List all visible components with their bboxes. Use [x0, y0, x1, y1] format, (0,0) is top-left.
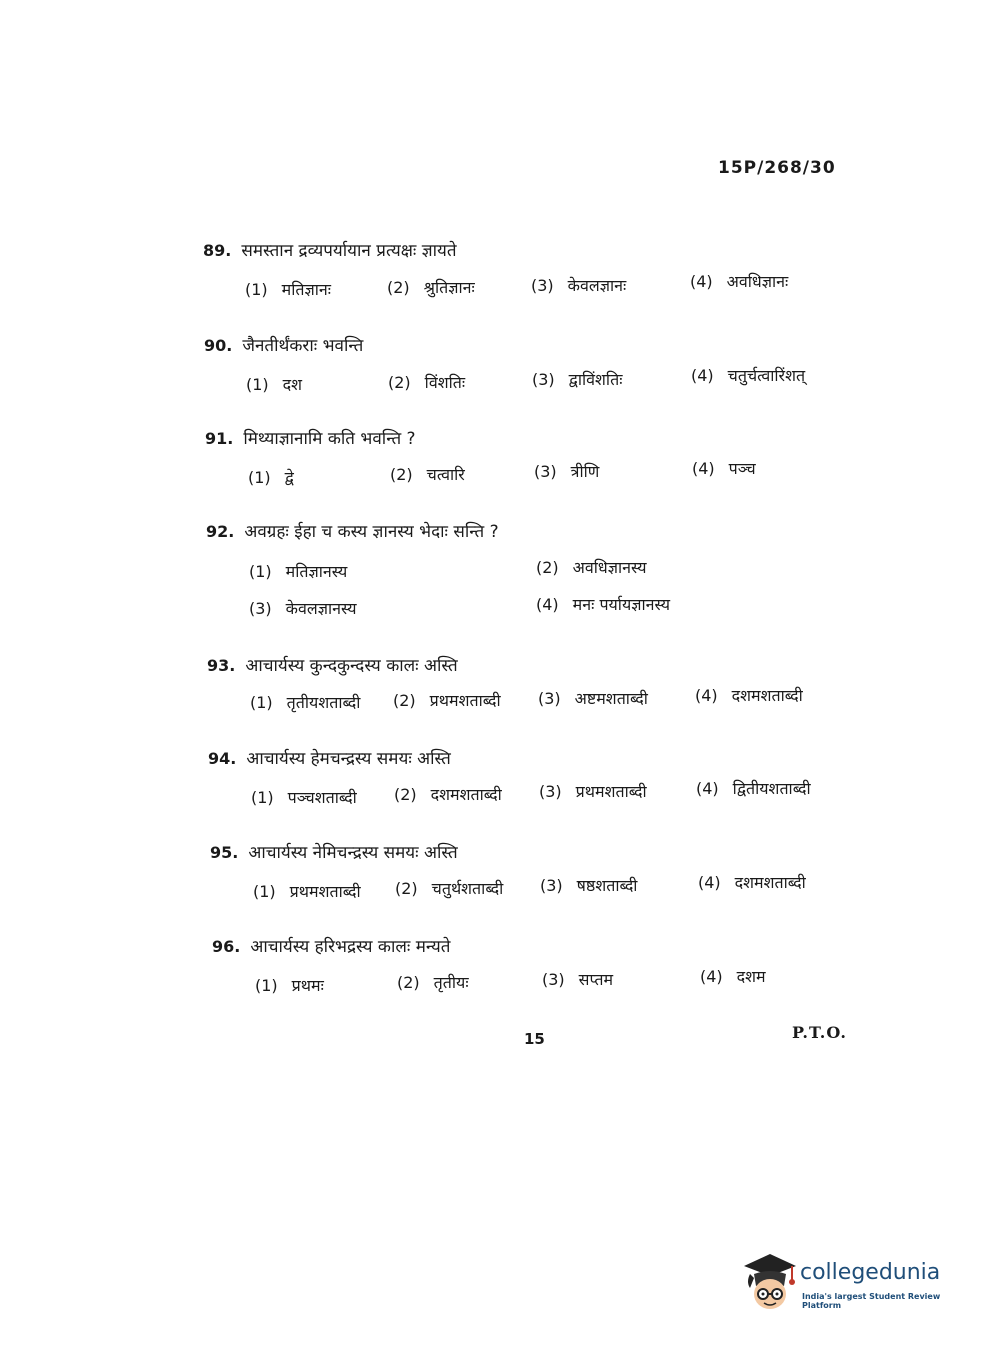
question-number: 96. [212, 937, 241, 956]
mascot-icon [740, 1252, 798, 1312]
question-number: 93. [207, 656, 236, 675]
option-text: केवलज्ञानस्य [285, 599, 357, 618]
option-text: तृतीयशताब्दी [286, 693, 361, 712]
option-3 [542, 968, 613, 990]
option-2 [395, 877, 503, 899]
option-3 [249, 597, 357, 619]
option-number: (4) [695, 686, 718, 705]
question-stem: अवग्रहः ईहा च कस्य ज्ञानस्य भेदाः सन्ति ? [244, 522, 499, 542]
option-number: (1) [255, 976, 278, 995]
option-number: (1) [248, 468, 271, 487]
option-1 [245, 278, 331, 300]
option-text: दशमशताब्दी [430, 785, 502, 804]
collegedunia-logo [740, 1252, 980, 1316]
option-number: (2) [388, 373, 411, 392]
question-number: 90. [204, 336, 233, 355]
question-stem: आचार्यस्य कुन्दकुन्दस्य कालः अस्ति [245, 656, 458, 676]
question-text [203, 238, 457, 261]
option-4 [698, 871, 806, 893]
option-number: (3) [249, 599, 272, 618]
page-number: 15 [524, 1030, 545, 1048]
option-text: सप्तम [578, 970, 614, 989]
option-1 [255, 974, 324, 996]
question-text [207, 653, 458, 676]
option-4 [690, 270, 788, 292]
option-3 [539, 780, 647, 802]
option-1 [246, 373, 302, 395]
question-text [208, 746, 451, 769]
option-text: तृतीयः [433, 973, 469, 992]
option-text: द्वाविंशतिः [568, 370, 623, 389]
question-text [212, 934, 450, 957]
option-number: (2) [397, 973, 420, 992]
option-number: (3) [539, 782, 562, 801]
option-2 [536, 556, 647, 578]
option-text: अवधिज्ञानः [726, 272, 789, 291]
option-3 [538, 687, 648, 709]
option-3 [531, 274, 626, 296]
option-4 [696, 777, 811, 799]
option-text: त्रीणि [570, 462, 600, 481]
question-stem: आचार्यस्य नेमिचन्द्रस्य समयः अस्ति [248, 843, 458, 863]
option-text: प्रथमः [291, 976, 324, 995]
option-number: (2) [395, 879, 418, 898]
question-number: 95. [210, 843, 239, 862]
option-number: (2) [387, 278, 410, 297]
option-number: (1) [245, 280, 268, 299]
option-number: (1) [250, 693, 273, 712]
question-number: 94. [208, 749, 237, 768]
question-text [205, 426, 416, 449]
option-number: (1) [251, 788, 274, 807]
option-number: (3) [531, 276, 554, 295]
option-number: (4) [696, 779, 719, 798]
option-text: मतिज्ञानः [281, 280, 332, 299]
option-2 [388, 371, 465, 393]
option-1 [248, 466, 294, 488]
question-text [204, 333, 363, 356]
option-text: श्रुतिज्ञानः [423, 278, 475, 297]
option-text: चतुर्थशताब्दी [431, 879, 504, 898]
option-number: (3) [534, 462, 557, 481]
option-text: प्रथमशताब्दी [575, 782, 647, 801]
option-text: अवधिज्ञानस्य [572, 558, 647, 577]
option-text: षष्ठशताब्दी [576, 876, 638, 895]
option-1 [253, 880, 361, 902]
question-text [206, 519, 499, 542]
option-text: द्वे [284, 468, 294, 487]
option-text: पञ्चशताब्दी [287, 788, 357, 807]
option-number: (4) [690, 272, 713, 291]
logo-name: collegedunia [800, 1260, 941, 1285]
option-text: विंशतिः [424, 373, 466, 392]
option-text: दश [282, 375, 303, 394]
option-2 [390, 463, 465, 485]
option-text: अष्टमशताब्दी [574, 689, 648, 708]
paper-code: 15P/268/30 [718, 158, 836, 178]
logo-tagline: India's largest Student Review Platform [802, 1292, 941, 1310]
option-text: प्रथमशताब्दी [429, 691, 501, 710]
option-number: (2) [394, 785, 417, 804]
question-stem: आचार्यस्य हेमचन्द्रस्य समयः अस्ति [246, 749, 451, 769]
option-number: (1) [249, 562, 272, 581]
option-2 [397, 971, 469, 993]
option-text: चत्वारि [426, 465, 465, 484]
option-text: चतुर्चत्वारिंशत् [727, 366, 806, 385]
option-text: दशमशताब्दी [734, 873, 806, 892]
option-number: (2) [390, 465, 413, 484]
question-stem: जैनतीर्थंकराः भवन्ति [242, 336, 364, 356]
question-stem: समस्तान द्रव्यपर्यायान प्रत्यक्षः ज्ञायते [241, 241, 457, 261]
option-text: प्रथमशताब्दी [289, 882, 361, 901]
option-1 [249, 560, 347, 582]
option-4 [695, 684, 803, 706]
option-number: (2) [393, 691, 416, 710]
option-number: (3) [538, 689, 561, 708]
option-3 [534, 460, 599, 482]
option-4 [691, 364, 805, 386]
option-text: मतिज्ञानस्य [285, 562, 348, 581]
option-4 [700, 965, 766, 987]
question-number: 91. [205, 429, 234, 448]
option-number: (4) [691, 366, 714, 385]
option-number: (4) [692, 459, 715, 478]
question-text [210, 840, 458, 863]
option-text: केवलज्ञानः [567, 276, 627, 295]
question-number: 89. [203, 241, 232, 260]
option-text: द्वितीयशताब्दी [732, 779, 811, 798]
option-3 [532, 368, 622, 390]
pto-label: P.T.O. [792, 1023, 847, 1042]
option-2 [394, 783, 502, 805]
option-number: (2) [536, 558, 559, 577]
option-2 [393, 689, 501, 711]
option-4 [536, 593, 670, 615]
option-number: (3) [532, 370, 555, 389]
option-text: दशम [736, 967, 766, 986]
option-text: पञ्च [728, 459, 756, 478]
option-number: (4) [536, 595, 559, 614]
option-number: (4) [700, 967, 723, 986]
option-number: (3) [542, 970, 565, 989]
option-3 [540, 874, 637, 896]
option-number: (4) [698, 873, 721, 892]
option-1 [250, 691, 360, 713]
option-number: (1) [253, 882, 276, 901]
option-text: मनः पर्यायज्ञानस्य [572, 595, 671, 614]
option-2 [387, 276, 475, 298]
question-stem: आचार्यस्य हरिभद्रस्य कालः मन्यते [250, 937, 451, 957]
option-1 [251, 786, 357, 808]
question-stem: मिथ्याज्ञानामि कति भवन्ति ? [243, 429, 416, 449]
option-number: (1) [246, 375, 269, 394]
option-text: दशमशताब्दी [731, 686, 803, 705]
question-number: 92. [206, 522, 235, 541]
option-number: (3) [540, 876, 563, 895]
option-4 [692, 457, 756, 479]
